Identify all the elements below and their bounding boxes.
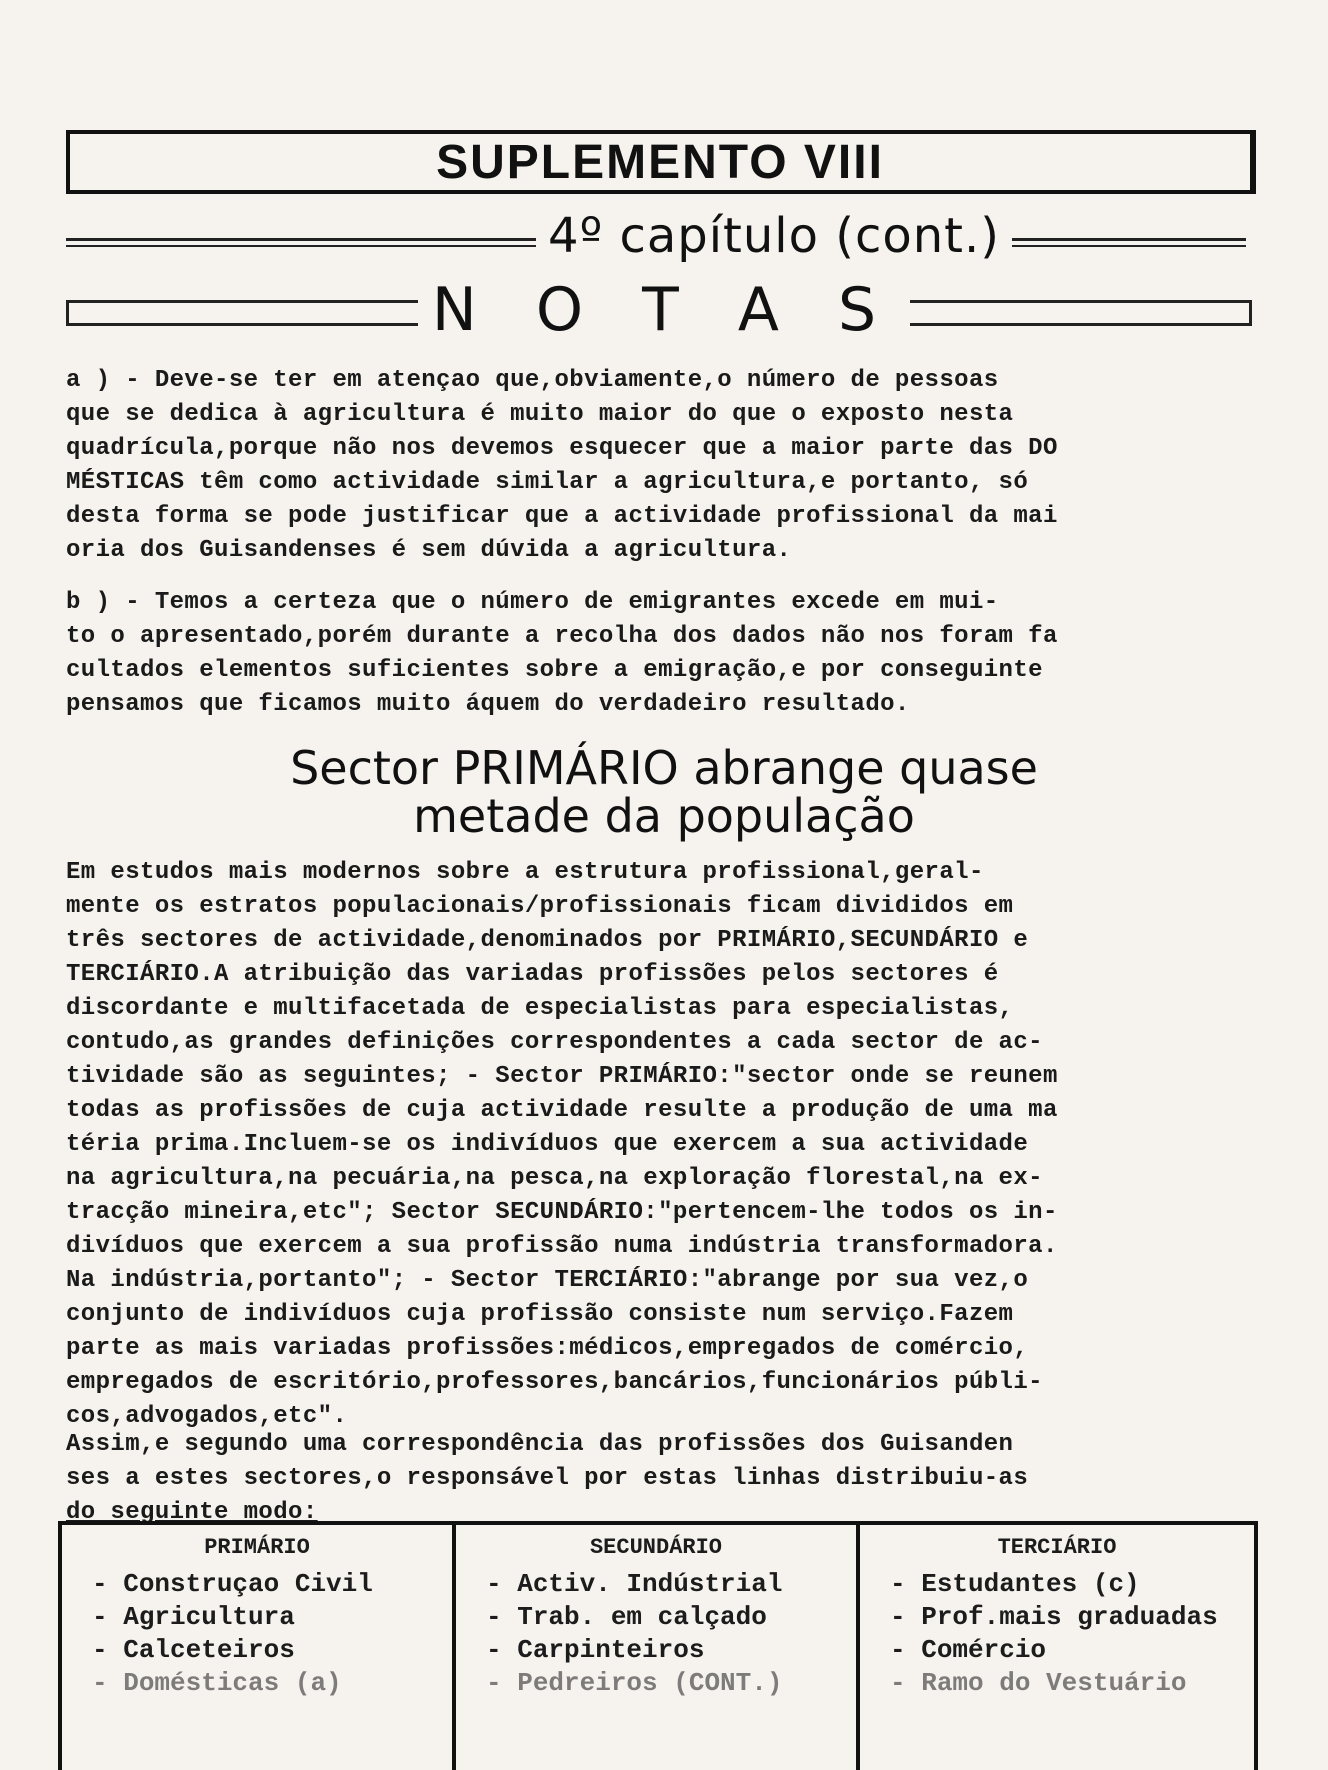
table-item: - Construçao Civil — [92, 1568, 452, 1601]
headline-line-2: metade da população — [413, 789, 915, 844]
closing-line: Assim,e segundo uma correspondência das profissões dos Guisanden — [66, 1431, 1014, 1458]
body-line: tividade são as seguintes; - Sector PRIMÁRIO:"sector onde se reunem — [66, 1063, 1058, 1090]
body-line: parte as mais variadas profissões:médicos,empregados de comércio, — [66, 1335, 1029, 1362]
table-item: - Activ. Indústrial — [486, 1568, 856, 1601]
chapter-title: 4º capítulo (cont.) — [536, 208, 1012, 264]
note-line: to o apresentado,porém durante a recolha dos dados não nos foram fa — [66, 623, 1058, 650]
column-header: TERCIÁRIO — [997, 1535, 1117, 1560]
table-item: - Carpinteiros — [486, 1634, 856, 1667]
body-line: tracção mineira,etc"; Sector SECUNDÁRIO:"pertencem-lhe todos os in- — [66, 1199, 1058, 1226]
body-line: todas as profissões de cuja actividade resulte a produção de uma ma — [66, 1097, 1058, 1124]
closing-line: ses a estes sectores,o responsável por estas linhas distribuiu-as — [66, 1465, 1029, 1492]
note-a — [66, 364, 1252, 568]
supplement-title: SUPLEMENTO VIII — [436, 135, 884, 189]
supplement-title-box — [66, 130, 1256, 194]
body-line: conjunto de indivíduos cuja profissão consiste num serviço.Fazem — [66, 1301, 1014, 1328]
note-line: MÉSTICAS têm como actividade similar a agricultura,e portanto, só — [66, 469, 1029, 496]
article-headline — [0, 741, 1328, 844]
table-item: - Domésticas (a) — [92, 1667, 452, 1700]
table-item: - Pedreiros (CONT.) — [486, 1667, 856, 1700]
table-item: - Comércio — [890, 1634, 1254, 1667]
column-terciario — [856, 1525, 1254, 1770]
body-line: téria prima.Incluem-se os indivíduos que exercem a sua actividade — [66, 1131, 1029, 1158]
note-line: quadrícula,porque não nos devemos esquecer que a maior parte das DO — [66, 435, 1058, 462]
body-line: na agricultura,na pecuária,na pesca,na exploração florestal,na ex- — [66, 1165, 1043, 1192]
column-secundario — [452, 1525, 856, 1770]
headline-line-1: Sector PRIMÁRIO abrange quase — [290, 741, 1038, 795]
note-line: a ) - Deve-se ter em atençao que,obviamente,o número de pessoas — [66, 367, 999, 394]
body-line: divíduos que exercem a sua profissão numa indústria transformadora. — [66, 1233, 1058, 1260]
notas-heading — [0, 275, 1328, 345]
note-line: que se dedica à agricultura é muito maior do que o exposto nesta — [66, 401, 1014, 428]
body-line: TERCIÁRIO.A atribuição das variadas profissões pelos sectores é — [66, 961, 999, 988]
closing-line: do seguinte modo: — [66, 1499, 318, 1526]
table-item: - Estudantes (c) — [890, 1568, 1254, 1601]
chapter-heading — [0, 208, 1328, 264]
body-line: Em estudos mais modernos sobre a estrutura profissional,geral- — [66, 859, 984, 886]
notas-title: N O T A S — [418, 275, 910, 345]
note-line: b ) - Temos a certeza que o número de emigrantes excede em mui- — [66, 589, 999, 616]
body-line: mente os estratos populacionais/profissionais ficam divididos em — [66, 893, 1014, 920]
sector-table — [58, 1521, 1258, 1770]
note-line: desta forma se pode justificar que a actividade profissional da mai — [66, 503, 1058, 530]
body-line: discordante e multifacetada de especialistas para especialistas, — [66, 995, 1014, 1022]
note-line: cultados elementos suficientes sobre a emigração,e por conseguinte — [66, 657, 1043, 684]
note-line: pensamos que ficamos muito áquem do verdadeiro resultado. — [66, 691, 910, 718]
table-item: - Calceteiros — [92, 1634, 452, 1667]
table-item: - Trab. em calçado — [486, 1601, 856, 1634]
table-item: - Prof.mais graduadas — [890, 1601, 1254, 1634]
column-header: SECUNDÁRIO — [589, 1535, 723, 1560]
note-b — [66, 586, 1252, 722]
body-line: três sectores de actividade,denominados por PRIMÁRIO,SECUNDÁRIO e — [66, 927, 1029, 954]
body-line: Na indústria,portanto"; - Sector TERCIÁRIO:"abrange por sua vez,o — [66, 1267, 1029, 1294]
body-line: empregados de escritório,professores,bancários,funcionários públi- — [66, 1369, 1043, 1396]
column-primario — [62, 1525, 452, 1770]
table-item: - Ramo do Vestuário — [890, 1667, 1254, 1700]
table-item: - Agricultura — [92, 1601, 452, 1634]
closing-paragraph — [66, 1428, 1252, 1530]
column-header: PRIMÁRIO — [204, 1535, 310, 1560]
note-line: oria dos Guisandenses é sem dúvida a agricultura. — [66, 537, 792, 564]
article-body — [66, 856, 1252, 1434]
body-line: contudo,as grandes definições correspondentes a cada sector de ac- — [66, 1029, 1043, 1056]
body-line: cos,advogados,etc". — [66, 1403, 348, 1430]
